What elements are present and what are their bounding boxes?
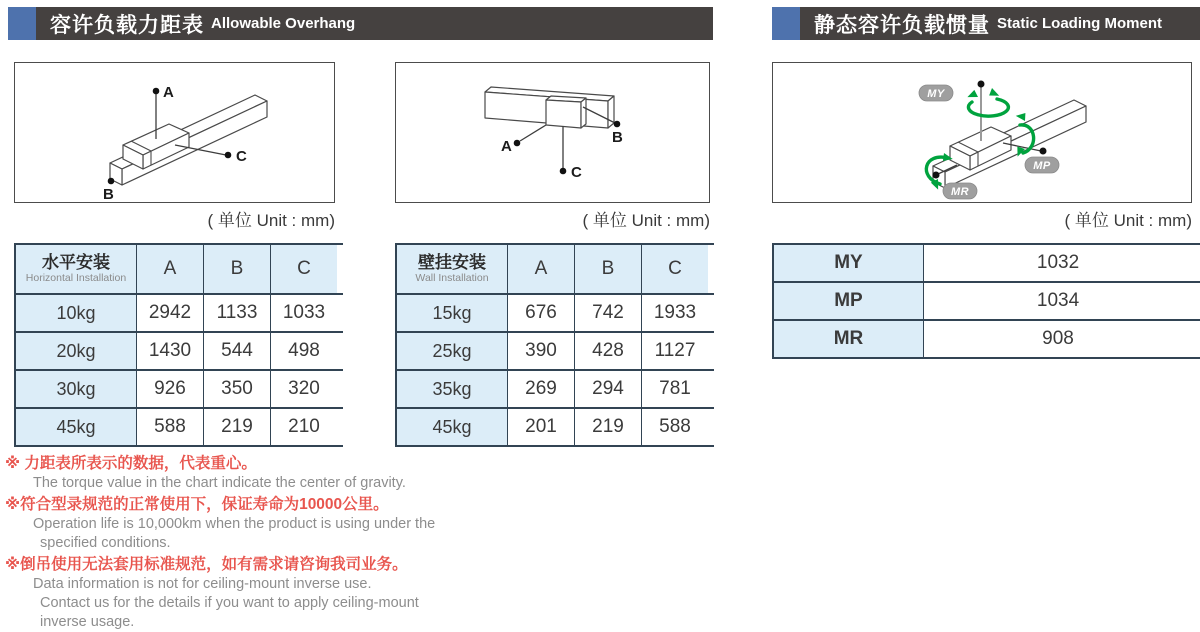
point-a-marker: [514, 140, 521, 147]
cell-b: 544: [204, 332, 271, 370]
carriage-body: [546, 96, 586, 128]
moment-label: MP: [773, 282, 923, 320]
cell-b: 350: [204, 370, 271, 408]
table-static-loading-moment: [772, 243, 1200, 359]
table-row: [773, 244, 1200, 282]
point-a-label: A: [163, 84, 174, 101]
table-title-en: Horizontal Installation: [25, 272, 127, 284]
moment-axes-diagram: [773, 63, 1191, 202]
table-row: [15, 294, 343, 332]
unit-label: ( 单位 Unit : mm): [1064, 211, 1192, 230]
diagram-wall-installation: [395, 62, 710, 203]
cell-c: 1933: [653, 302, 697, 323]
footnote-zh: ※ 力距表所表示的数据，代表重心。: [5, 455, 257, 472]
mp-label: MP: [1033, 160, 1051, 172]
table-row: [396, 408, 714, 446]
cell-b: 428: [575, 332, 642, 370]
cell-a: 390: [508, 332, 575, 370]
unit-label: ( 单位 Unit : mm): [207, 211, 335, 230]
point-a-marker: [153, 88, 160, 95]
row-label: 20kg: [15, 332, 137, 370]
cell-a: 926: [137, 370, 204, 408]
row-label: 25kg: [396, 332, 508, 370]
row-label: 15kg: [396, 294, 508, 332]
table-wall-installation: [395, 243, 714, 447]
table-row: [15, 370, 343, 408]
rail-isometric-diagram: [15, 63, 334, 202]
footnote-en: Operation life is 10,000km when the product is using under the: [33, 516, 436, 532]
cell-a: 269: [508, 370, 575, 408]
section-title-zh: 容许负载力距表: [50, 13, 204, 37]
row-label: 45kg: [396, 408, 508, 446]
cell-c: 210: [288, 416, 320, 437]
blue-accent-square: [772, 7, 800, 40]
point-b-marker: [108, 178, 115, 185]
leader-line-a: [520, 125, 546, 141]
blue-accent-square: [8, 7, 36, 40]
point-a-label: A: [501, 138, 512, 155]
rule-overhang: [1192, 244, 1200, 282]
table-title-zh: 壁挂安装: [418, 253, 486, 273]
moment-label: MR: [773, 320, 923, 358]
footnote-en: The torque value in the chart indicate the center of gravity.: [33, 475, 406, 491]
section-title-en: Static Loading Moment: [997, 15, 1162, 32]
cell-b: 219: [204, 408, 271, 446]
cell-b: 1133: [204, 294, 271, 332]
column-header: A: [137, 244, 204, 294]
footnotes: [5, 452, 485, 632]
table-title-en: Wall Installation: [415, 272, 489, 284]
table-row: [396, 332, 714, 370]
footnote-en: specified conditions.: [40, 535, 171, 551]
section-title-zh: 静态容许负载惯量: [814, 13, 990, 37]
cell-c: 588: [659, 416, 691, 437]
point-b-label: B: [612, 129, 623, 146]
column-header: A: [508, 244, 575, 294]
cell-b: 294: [575, 370, 642, 408]
table-title-cell: [15, 244, 137, 294]
column-header: C: [642, 244, 709, 294]
cell-c: 781: [659, 378, 691, 399]
mr-label: MR: [950, 186, 970, 198]
rail-isometric-diagram: [396, 63, 709, 202]
section-header-static-loading-moment: [772, 7, 1200, 40]
moment-value: 908: [1042, 328, 1074, 349]
point-c-marker: [225, 152, 232, 159]
cell-b: 219: [575, 408, 642, 446]
moment-value: 1034: [1036, 290, 1080, 311]
diagram-static-loading-moment: [772, 62, 1192, 203]
table-row: [396, 370, 714, 408]
diagram-horizontal-installation: [14, 62, 335, 203]
rule-overhang: [708, 244, 714, 294]
cell-a: 201: [508, 408, 575, 446]
moment-value: 1032: [1036, 252, 1080, 273]
footnote-zh: ※倒吊使用无法套用标准规范，如有需求请咨询我司业务。: [5, 556, 408, 573]
cell-c: 1127: [654, 340, 696, 361]
table-title-zh: 水平安装: [42, 253, 110, 273]
column-header: B: [204, 244, 271, 294]
my-label: MY: [927, 88, 945, 100]
table-row: [15, 332, 343, 370]
footnote-en: inverse usage.: [40, 614, 135, 630]
cell-a: 676: [508, 294, 575, 332]
point-c-label: C: [236, 148, 247, 165]
section-title-en: Allowable Overhang: [211, 15, 356, 32]
section-header-allowable-overhang: [8, 7, 713, 40]
footnote-zh: ※符合型录规范的正常使用下，保证寿命为10000公里。: [5, 496, 389, 513]
point-c-label: C: [571, 164, 582, 181]
table-row: [773, 320, 1200, 358]
table-row: [15, 408, 343, 446]
column-header: B: [575, 244, 642, 294]
cell-c: 498: [288, 340, 320, 361]
moment-label: MY: [773, 244, 923, 282]
table-horizontal-installation: [14, 243, 343, 447]
unit-label: ( 单位 Unit : mm): [582, 211, 710, 230]
row-label: 10kg: [15, 294, 137, 332]
cell-b: 742: [575, 294, 642, 332]
cell-a: 588: [137, 408, 204, 446]
cell-c: 1033: [282, 302, 326, 323]
table-row: [396, 294, 714, 332]
cell-a: 2942: [137, 294, 204, 332]
cell-c: 320: [288, 378, 320, 399]
footnote-en: Contact us for the details if you want to apply ceiling-mount: [40, 595, 419, 611]
rule-overhang: [337, 244, 343, 294]
cell-a: 1430: [137, 332, 204, 370]
table-row: [773, 282, 1200, 320]
point-b-label: B: [103, 186, 114, 202]
row-label: 30kg: [15, 370, 137, 408]
point-b-marker: [614, 121, 621, 128]
footnote-en: Data information is not for ceiling-mount inverse use.: [33, 576, 372, 592]
row-label: 35kg: [396, 370, 508, 408]
row-label: 45kg: [15, 408, 137, 446]
column-header: C: [271, 244, 338, 294]
table-title-cell: [396, 244, 508, 294]
point-c-marker: [560, 168, 567, 175]
